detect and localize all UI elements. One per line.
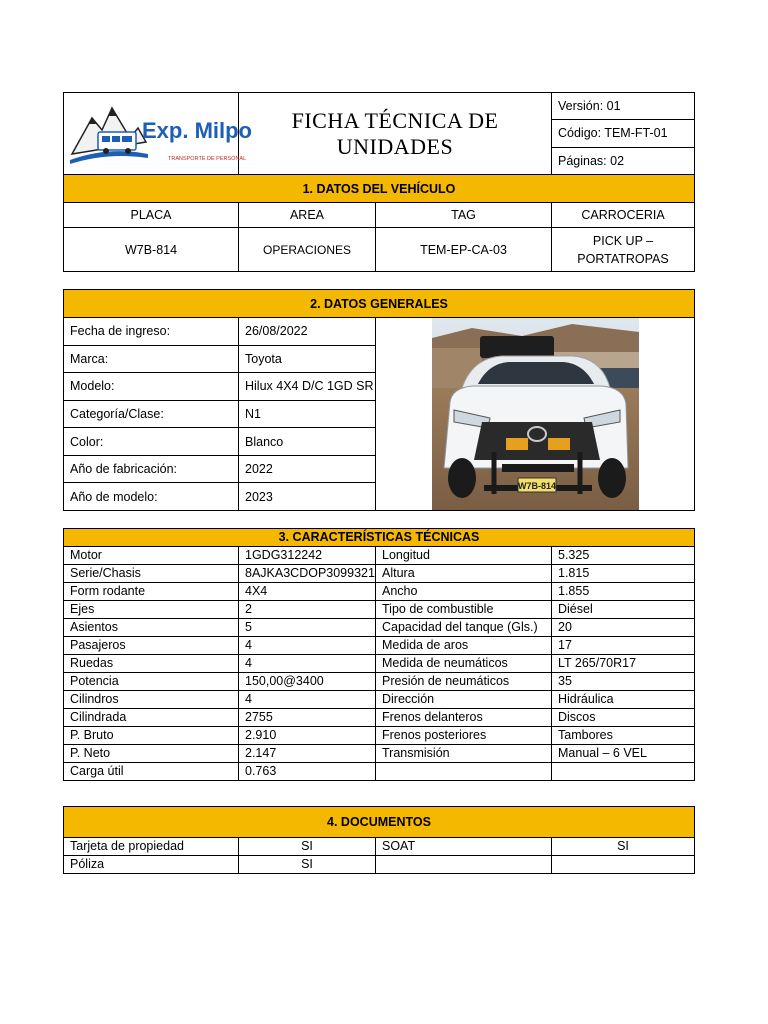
- section-2-title: 2. DATOS GENERALES: [64, 290, 695, 318]
- spec-label: Cilindrada: [64, 709, 239, 727]
- version-cell: Versión: 01: [552, 93, 695, 120]
- spec-value: [552, 763, 695, 781]
- spec-value: 2: [239, 601, 376, 619]
- spec-value: Tambores: [552, 727, 695, 745]
- spec-label: Ancho: [376, 583, 552, 601]
- placa-value: W7B-814: [64, 228, 239, 272]
- table-row: [64, 673, 695, 691]
- spec-value: LT 265/70R17: [552, 655, 695, 673]
- table-row: [64, 838, 695, 856]
- license-plate: W7B-814: [517, 481, 556, 491]
- general-label: Color:: [64, 428, 239, 456]
- spec-label: Ruedas: [64, 655, 239, 673]
- title-line-2: UNIDADES: [336, 133, 454, 159]
- table-row: [64, 763, 695, 781]
- spec-value: 4: [239, 655, 376, 673]
- section-4-title: 4. DOCUMENTOS: [64, 807, 695, 838]
- table-row: [64, 709, 695, 727]
- spec-value: 17: [552, 637, 695, 655]
- spec-label: Presión de neumáticos: [376, 673, 552, 691]
- document-status: SI: [552, 838, 695, 856]
- spec-value: Discos: [552, 709, 695, 727]
- paginas-cell: Páginas: 02: [552, 147, 695, 174]
- tag-header: TAG: [376, 203, 552, 228]
- document-label: [376, 856, 552, 874]
- technical-specs-table: [63, 528, 695, 781]
- general-value: Blanco: [239, 428, 376, 456]
- spec-value: 4: [239, 637, 376, 655]
- spec-label: [376, 763, 552, 781]
- spec-value: Hidráulica: [552, 691, 695, 709]
- vehicle-photo-image: [432, 318, 639, 510]
- spec-value: 4: [239, 691, 376, 709]
- spec-value: 0.763: [239, 763, 376, 781]
- table-row: [64, 565, 695, 583]
- general-value: N1: [239, 400, 376, 428]
- section-1-title: 1. DATOS DEL VEHÍCULO: [64, 175, 695, 203]
- document-title: [239, 93, 552, 175]
- spec-label: Altura: [376, 565, 552, 583]
- spec-label: P. Neto: [64, 745, 239, 763]
- spec-value: 1.855: [552, 583, 695, 601]
- table-row: [64, 619, 695, 637]
- carroceria-value: PICK UP – PORTATROPAS: [552, 228, 695, 272]
- table-row: [64, 745, 695, 763]
- spec-label: Capacidad del tanque (Gls.): [376, 619, 552, 637]
- spec-label: Transmisión: [376, 745, 552, 763]
- spec-value: 1GDG312242: [239, 547, 376, 565]
- spec-label: Pasajeros: [64, 637, 239, 655]
- spec-value: 2.147: [239, 745, 376, 763]
- header-table: [63, 92, 695, 175]
- table-row: [64, 601, 695, 619]
- spec-value: 35: [552, 673, 695, 691]
- general-value: Hilux 4X4 D/C 1GD SR: [239, 373, 376, 401]
- table-row: [64, 727, 695, 745]
- table-row: [64, 583, 695, 601]
- title-line-1: FICHA TÉCNICA DE: [291, 107, 499, 133]
- company-logo: [64, 93, 252, 175]
- logo-graphic: [68, 94, 252, 170]
- table-row: [64, 655, 695, 673]
- section-3-title: 3. CARACTERÍSTICAS TÉCNICAS: [64, 529, 695, 547]
- vehicle-data-table: [63, 174, 695, 272]
- spec-label: Asientos: [64, 619, 239, 637]
- carroceria-header: CARROCERIA: [552, 203, 695, 228]
- logo-subtext: TRANSPORTE DE PERSONAL: [168, 156, 247, 162]
- general-label: Modelo:: [64, 373, 239, 401]
- document-status: SI: [239, 856, 376, 874]
- area-value: OPERACIONES: [239, 228, 376, 272]
- spec-value: 5: [239, 619, 376, 637]
- vehicle-photo: [376, 318, 695, 511]
- specs-body: [64, 547, 695, 781]
- document-status: [552, 856, 695, 874]
- spec-label: Tipo de combustible: [376, 601, 552, 619]
- spec-value: 1.815: [552, 565, 695, 583]
- spec-value: 20: [552, 619, 695, 637]
- general-label: Categoría/Clase:: [64, 400, 239, 428]
- general-label: Año de modelo:: [64, 483, 239, 511]
- spec-label: Carga útil: [64, 763, 239, 781]
- spec-label: Medida de neumáticos: [376, 655, 552, 673]
- spec-label: Serie/Chasis: [64, 565, 239, 583]
- spec-label: Dirección: [376, 691, 552, 709]
- document-label: Tarjeta de propiedad: [64, 838, 239, 856]
- spec-label: P. Bruto: [64, 727, 239, 745]
- spec-label: Motor: [64, 547, 239, 565]
- general-label: Año de fabricación:: [64, 455, 239, 483]
- spec-label: Ejes: [64, 601, 239, 619]
- logo-text: Exp. Milpo: [142, 118, 252, 143]
- spec-value: 2.910: [239, 727, 376, 745]
- document-status: SI: [239, 838, 376, 856]
- table-row: [64, 637, 695, 655]
- general-data-table: [63, 289, 695, 511]
- spec-value: 5.325: [552, 547, 695, 565]
- spec-label: Frenos delanteros: [376, 709, 552, 727]
- spec-value: 4X4: [239, 583, 376, 601]
- placa-header: PLACA: [64, 203, 239, 228]
- codigo-cell: Código: TEM-FT-01: [552, 120, 695, 147]
- general-value: 2023: [239, 483, 376, 511]
- spec-label: Cilindros: [64, 691, 239, 709]
- table-row: [64, 856, 695, 874]
- table-row: [64, 547, 695, 565]
- spec-value: Diésel: [552, 601, 695, 619]
- area-header: AREA: [239, 203, 376, 228]
- document-label: SOAT: [376, 838, 552, 856]
- general-value: 26/08/2022: [239, 318, 376, 346]
- spec-label: Form rodante: [64, 583, 239, 601]
- document-label: Póliza: [64, 856, 239, 874]
- table-row: [64, 691, 695, 709]
- spec-label: Medida de aros: [376, 637, 552, 655]
- spec-value: 150,00@3400: [239, 673, 376, 691]
- spec-value: Manual – 6 VEL: [552, 745, 695, 763]
- spec-label: Frenos posteriores: [376, 727, 552, 745]
- general-label: Fecha de ingreso:: [64, 318, 239, 346]
- general-value: Toyota: [239, 345, 376, 373]
- spec-label: Potencia: [64, 673, 239, 691]
- tag-value: TEM-EP-CA-03: [376, 228, 552, 272]
- spec-value: 8AJKA3CDOP3099321: [239, 565, 376, 583]
- documents-table: [63, 806, 695, 874]
- general-label: Marca:: [64, 345, 239, 373]
- spec-value: 2755: [239, 709, 376, 727]
- spec-label: Longitud: [376, 547, 552, 565]
- general-value: 2022: [239, 455, 376, 483]
